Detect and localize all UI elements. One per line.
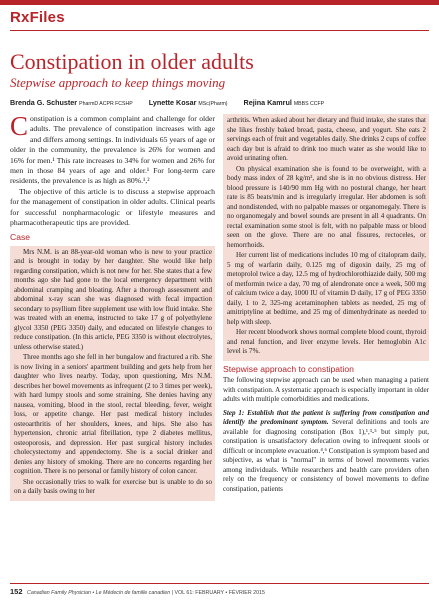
intro-paragraph: onstipation is a common complaint and challenge for older adults. The prevalence of constipation increases with age and differs among settings. In individuals 65 years of age or older in the community, the prevalence is 26% for women and 16% for men.¹ This rate increases to 34% for women and 26% for men in those 84 years of age and older.¹ For long-term care residents, the prevalence is as high as 80%.¹,² [10, 114, 215, 186]
page-footer: 152 Canadian Family Physician • Le Médecin de famille canadien | VOL 61: FEBRUARY • FÉVRIER 2015 [10, 587, 265, 596]
step1-heading: Step 1: Establish that the patient is suffering from constipation and identify the predominant symptom. [223, 408, 429, 426]
author-name: Rejina Kamrul [243, 98, 292, 107]
issue-info: VOL 61: FEBRUARY • FÉVRIER 2015 [174, 590, 265, 596]
case-box [10, 246, 215, 501]
article-title: Constipation in older adults [10, 49, 254, 74]
author-line [10, 98, 324, 107]
author-name: Brenda G. Schuster [10, 98, 78, 107]
footer-rule [10, 583, 429, 584]
header-bar [0, 0, 439, 5]
intro-text [10, 111, 215, 228]
case-paragraph: Her current list of medications includes 10 mg of citalopram daily, 5 mg of warfarin daily, 0.125 mg of digoxin daily, 25 mg of metoprolol twice a day, 12.5 mg of hydrochlorothiazide daily, 500 mg of metformin twice a day, 70 mg of alendronate once a week, 500 mg of calcium twice a day, 1000 IU of vitamin D daily, 17 g of PEG 3350 daily, 1 to 2, 325-mg acetaminophen tablets as needed, 25 mg of amitriptyline at bedtime, and 25 mg of dimenhydrinate as needed to help with sleep. [227, 251, 426, 326]
case-box-continued [223, 114, 429, 361]
section-label: RxFiles [10, 9, 65, 26]
case-paragraph: She occasionally tries to walk for exercise but is unable to do so on a daily basis owing to her [14, 477, 212, 496]
case-paragraph: Her recent bloodwork shows normal complete blood count, thyroid and renal function, and liver enzyme levels. Her hemoglobin A1c level is 7%. [227, 328, 426, 355]
author-credentials: MBBS CCFP [293, 101, 325, 107]
page-number: 152 [10, 587, 23, 596]
left-column [10, 111, 215, 501]
header-rule [10, 30, 429, 31]
step1-paragraph [223, 409, 429, 495]
dropcap: C [10, 111, 29, 141]
case-paragraph: arthritis. When asked about her dietary and fluid intake, she states that she likes freshly baked bread, pasta, cheese, and yogurt. She eats 2 servings each of fruit and vegetables daily. She drinks 2 cups of coffee each day but is afraid to drink too much water as she would like to avoid urinating often. [227, 116, 426, 162]
step1-body: Several definitions and tools are available for diagnosing constipation (Box 1),¹,³-⁵ but simply put, constipation is unsatisfactory defecation owing to infrequent stools or difficult or incomplete evacuation.⁴,⁶ Constipation is symptom based and subjective, as what is "normal" in terms of bowel movements varies among individuals. While researchers and health care providers often rely on the frequency or consistency of bowel movements to define constipation, patients [223, 418, 429, 493]
stepwise-paragraph: The following stepwise approach can be used when managing a patient with constipation. A systematic approach is especially important in older adults with multiple comorbidities and medications. [223, 376, 429, 403]
stepwise-heading: Stepwise approach to constipation [223, 363, 354, 374]
case-paragraph: On physical examination she is found to be overweight, with a body mass index of 28 kg/m², and she is in no obvious distress. Her blood pressure is 140/90 mm Hg with no postural change, her heart rate is 85 beats/min and is irregularly irregular. Her abdomen is soft and nondistended, with no palpable masses or organomegaly. There is no organomegaly and bowel sounds are present in all 4 quadrants. On rectal examination some stool is felt, with no palpable mass or blood seen on the glove. There are no anal fissures, rectoceles, or hemorrhoids. [227, 164, 426, 249]
stepwise-section [223, 376, 429, 494]
author-credentials: PharmD ACPR FCSHP [79, 101, 133, 107]
case-heading: Case [10, 232, 31, 243]
journal-name: Canadian Family Physician • Le Médecin de famille canadien [27, 590, 171, 596]
case-paragraph: Three months ago she fell in her bungalow and fractured a rib. She is now living in a seniors' apartment building and gets help from her daughter who lives nearby. Today, upon questioning, Mrs N.M. describes her bowel movements as infrequent (2 to 3 times per week), with hard lumpy stools and some straining. She denies having any nausea, vomiting, blood in the stool, rectal bleeding, fever, weight loss, or appetite change. Her past medical history includes osteoarthritis of her shoulders, knees, and hips. She also has hypertension, chronic atrial fibrillation, type 2 diabetes mellitus, osteoporosis, and depression. Her past surgical history includes cholecystectomy and appendectomy. She is a social drinker and denies any history of smoking. There are no concerns regarding her cognition. There is no personal or family history of colon cancer. [14, 353, 212, 476]
article-subtitle: Stepwise approach to keep things moving [10, 75, 226, 90]
author-name: Lynette Kosar [148, 98, 197, 107]
case-paragraph: Mrs N.M. is an 88-year-old woman who is new to your practice and is brought in today by her daughter. She would like help regarding constipation, which is not new for her. She states that a few months ago she had gone to the local emergency department with abdominal cramping and bloating. After a thorough assessment and abdominal x-ray scan she was diagnosed with fecal impaction secondary to psyllium fibre supplement use with low fluid intake. She was treated with an enema, instructed to take 17 g of polyethylene glycol 3350 (PEG 3350) daily, and educated on lifestyle changes to reduce constipation. (In this article, PEG 3350 is without electrolytes, unless otherwise stated.) [14, 247, 212, 351]
intro-paragraph: The objective of this article is to discuss a stepwise approach for the management of constipation in older adults. Clinical pearls for successful nonpharmacologic or lifestyle measures and pharmacotherapeutic tips are provided. [10, 186, 215, 228]
right-column [223, 114, 429, 495]
author-credentials: MSc(Pharm) [198, 101, 228, 107]
